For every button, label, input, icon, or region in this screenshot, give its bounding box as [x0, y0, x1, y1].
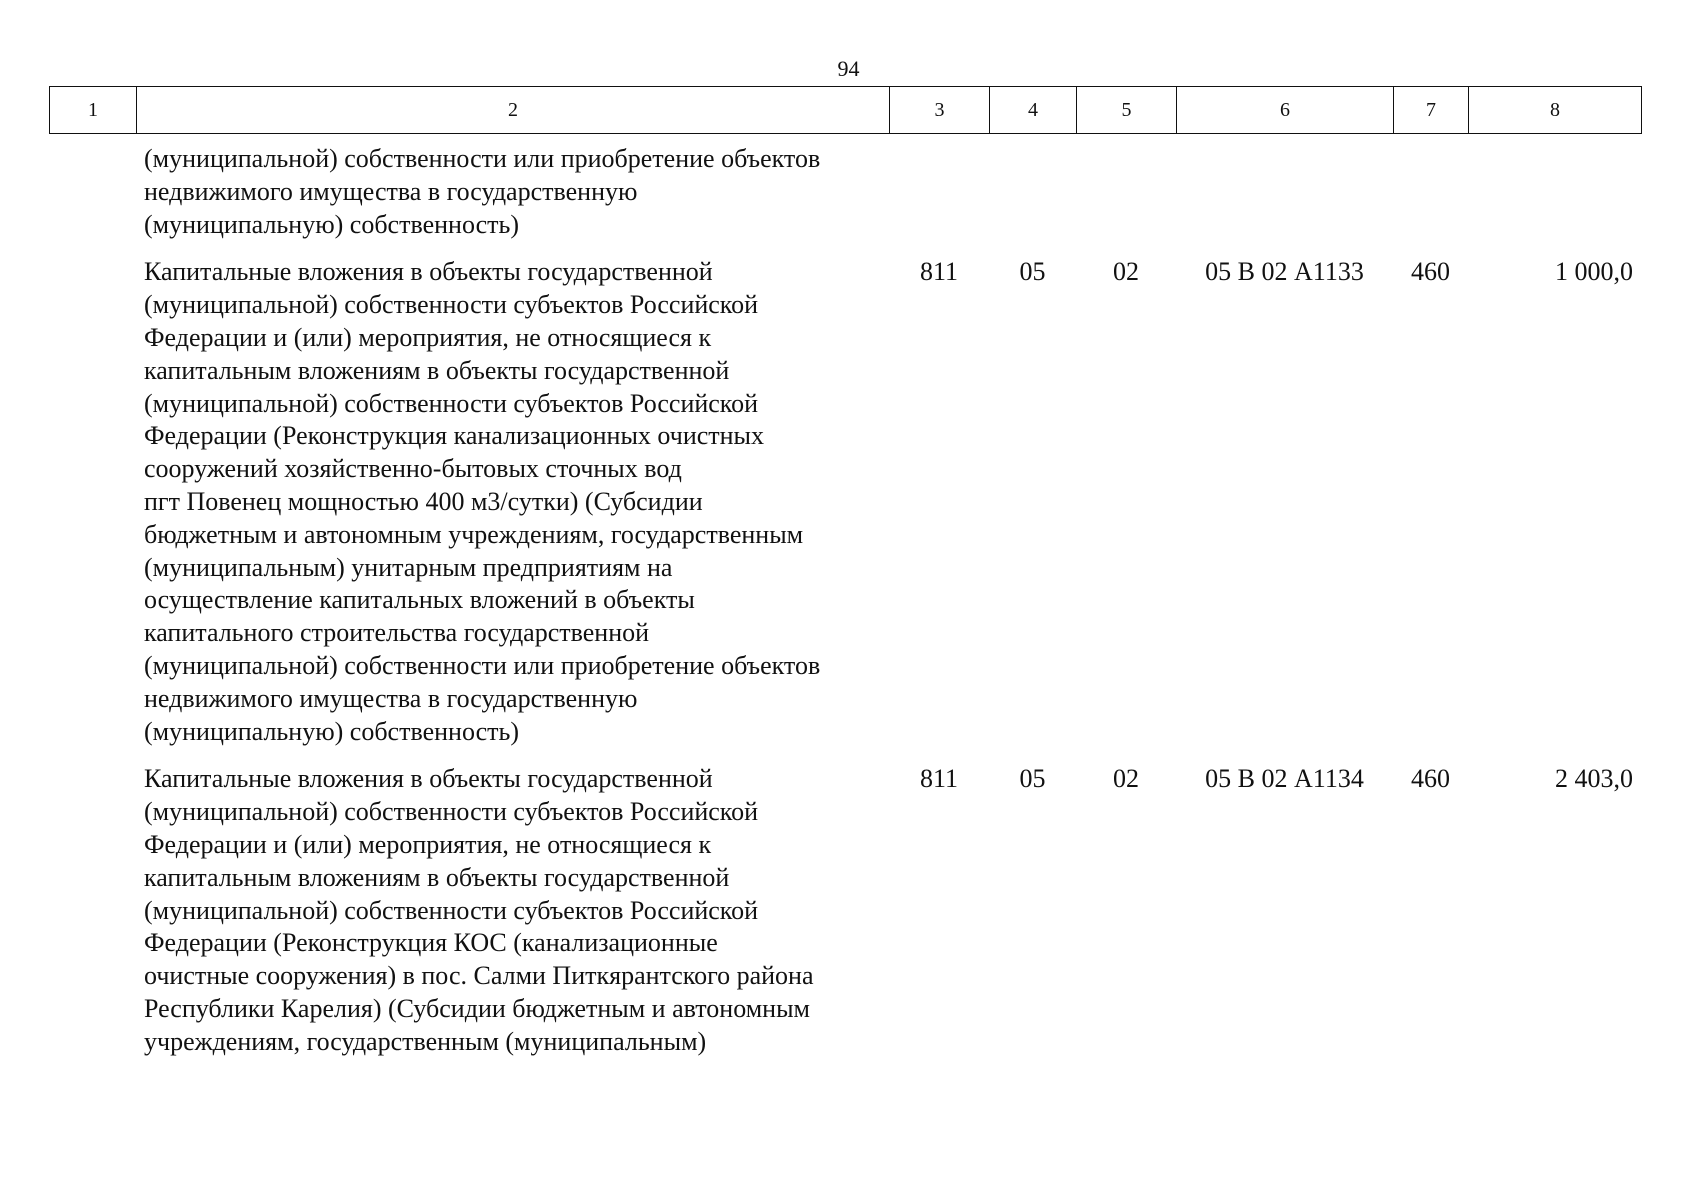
- row-section-code: [989, 143, 1076, 241]
- header-cell-8: 8: [1469, 87, 1642, 134]
- row-subsection-code: 02: [1113, 764, 1139, 794]
- row-ministry-code: 811: [919, 764, 959, 794]
- row-cell-number: [49, 256, 136, 748]
- row-amount: 1 000,0: [1555, 257, 1633, 287]
- header-cell-3: 3: [890, 87, 990, 134]
- row-cell-number: [49, 143, 136, 241]
- row-amount: 2 403,0: [1555, 764, 1633, 794]
- header-cell-4: 4: [990, 87, 1077, 134]
- table-row: [49, 256, 1641, 748]
- row-target-article: [1176, 143, 1393, 241]
- header-cell-5: 5: [1077, 87, 1177, 134]
- row-description: Капитальные вложения в объекты государственной (муниципальной) собственности субъектов Российской Федерации и (или) мероприятия, не относящиеся к капитальным вложениям в объекты государственной (муниципальной) собственности субъектов Российской Федерации (Реконструкция канализационных очистных сооружений хозяйственно-бытовых сточных вод пгт Повенец мощностью 400 м3/сутки) (Субсидии бюджетным и автономным учреждениям, государственным (муниципальным) унитарным предприятиям на осуществление капитальных вложений в объекты капитального строительства государственной (муниципальной) собственности или приобретение объектов недвижимого имущества в государственную (муниципальную) собственность): [144, 257, 821, 746]
- row-expense-type: [1393, 143, 1468, 241]
- header-row: [50, 87, 1642, 134]
- header-cell-7: 7: [1394, 87, 1469, 134]
- row-description: (муниципальной) собственности или приобретение объектов недвижимого имущества в государственную (муниципальную) собственность): [144, 144, 821, 239]
- budget-table-body: [49, 143, 1641, 1074]
- row-description: Капитальные вложения в объекты государственной (муниципальной) собственности субъектов Российской Федерации и (или) мероприятия, не относящиеся к капитальным вложениям в объекты государственной (муниципальной) собственности субъектов Российской Федерации (Реконструкция КОС (канализационные очистные сооружения) в пос. Салми Питкярантского района Республики Карелия) (Субсидии бюджетным и автономным учреждениям, государственным (муниципальным): [144, 764, 814, 1056]
- table-row: [49, 143, 1641, 241]
- row-subsection-code: [1076, 143, 1176, 241]
- column-number-header: [49, 86, 1642, 134]
- table-row: [49, 763, 1641, 1058]
- row-subsection-code: 02: [1113, 257, 1139, 287]
- header-cell-2: 2: [137, 87, 890, 134]
- header-cell-6: 6: [1177, 87, 1394, 134]
- row-section-code: 05: [1019, 257, 1046, 287]
- row-amount: [1468, 143, 1641, 241]
- row-section-code: 05: [1019, 764, 1046, 794]
- header-cell-1: 1: [50, 87, 137, 134]
- row-ministry-code: 811: [919, 257, 959, 287]
- row-cell-number: [49, 763, 136, 1058]
- page-number: 94: [837, 56, 860, 81]
- row-expense-type: 460: [1411, 764, 1450, 794]
- row-target-article: 05 В 02 А1133: [1205, 257, 1364, 287]
- row-ministry-code: [889, 143, 989, 241]
- row-expense-type: 460: [1411, 257, 1450, 287]
- row-target-article: 05 В 02 А1134: [1205, 764, 1364, 794]
